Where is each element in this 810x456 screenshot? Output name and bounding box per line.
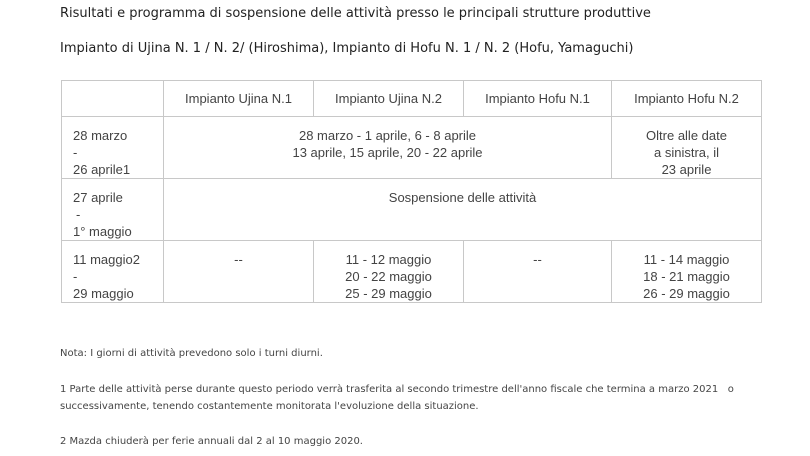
header-hofu-2: Impianto Hofu N.2 <box>612 81 762 117</box>
hofu-2-schedule-cell <box>612 117 762 179</box>
hofu-1-schedule-cell <box>464 241 612 303</box>
merged-schedule-cell <box>164 117 612 179</box>
suspension-cell <box>164 179 762 241</box>
schedule-line: 11 - 14 maggio <box>643 252 730 267</box>
schedule-line: 11 - 12 maggio <box>345 252 432 267</box>
table-row <box>62 241 762 303</box>
table-header-row <box>62 81 762 117</box>
schedule-line: -- <box>234 252 243 267</box>
schedule-line: a sinistra, il <box>653 145 720 160</box>
date-start: 27 aprile <box>73 190 123 205</box>
header-hofu-1: Impianto Hofu N.1 <box>464 81 612 117</box>
schedule-line: 23 aprile <box>661 162 712 177</box>
footnote-1-line-2: successivamente, tenendo costantemente monitorata l'evoluzione della situazione. <box>60 401 479 412</box>
date-dash: - <box>73 145 78 160</box>
schedule-line: 28 marzo - 1 aprile, 6 - 8 aprile <box>298 128 477 143</box>
schedule-line: 25 - 29 maggio <box>345 286 432 301</box>
table-row <box>62 117 762 179</box>
note-text: Nota: I giorni di attività prevedono solo i turni diurni. <box>60 348 323 359</box>
schedule-line: 18 - 21 maggio <box>643 269 730 284</box>
schedule-line: 13 aprile, 15 aprile, 20 - 22 aprile <box>292 145 483 160</box>
schedule-line: 26 - 29 maggio <box>643 286 730 301</box>
date-end: 29 maggio <box>73 286 134 301</box>
date-dash: - <box>73 269 78 284</box>
schedule-line: 20 - 22 maggio <box>345 269 432 284</box>
header-empty-cell <box>62 81 164 117</box>
date-end: 26 aprile1 <box>73 162 131 177</box>
suspension-label: Sospensione delle attività <box>388 190 537 205</box>
page-title: Risultati e programma di sospensione delle attività presso le principali strutture produttive <box>60 6 651 21</box>
ujina-2-schedule-cell <box>314 241 464 303</box>
date-start: 11 maggio2 <box>73 252 140 267</box>
page-subtitle: Impianto di Ujina N. 1 / N. 2/ (Hiroshima), Impianto di Hofu N. 1 / N. 2 (Hofu, Yamaguchi) <box>60 41 634 56</box>
ujina-1-schedule-cell <box>164 241 314 303</box>
date-dash: - <box>76 207 81 222</box>
date-cell <box>62 179 164 241</box>
footnote-2: 2 Mazda chiuderà per ferie annuali dal 2 al 10 maggio 2020. <box>60 436 363 447</box>
date-start: 28 marzo <box>73 128 128 143</box>
header-ujina-1: Impianto Ujina N.1 <box>164 81 314 117</box>
schedule-table <box>61 80 762 303</box>
hofu-2-schedule-cell <box>612 241 762 303</box>
table-row <box>62 179 762 241</box>
schedule-line: Oltre alle date <box>646 128 727 143</box>
date-cell <box>62 117 164 179</box>
header-ujina-2: Impianto Ujina N.2 <box>314 81 464 117</box>
date-cell <box>62 241 164 303</box>
date-end: 1° maggio <box>73 224 132 239</box>
footnote-1-line-1: 1 Parte delle attività perse durante questo periodo verrà trasferita al secondo trimestre dell'anno fiscale che termina a marzo 2021 o <box>60 384 734 395</box>
schedule-line: -- <box>533 252 542 267</box>
